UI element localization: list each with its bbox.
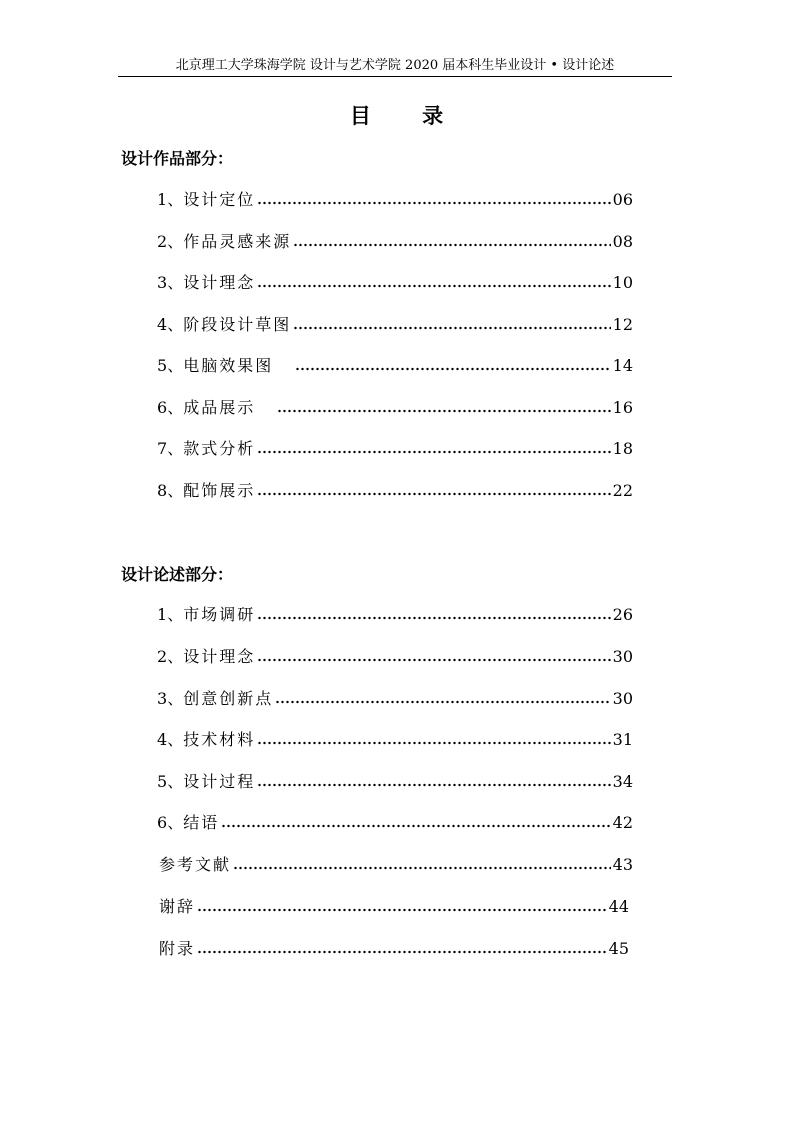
toc-entry-page-number: 18 (612, 439, 633, 458)
toc-entry-acknowledgements[interactable] (159, 894, 629, 920)
toc-entry[interactable] (157, 727, 633, 753)
section-heading-design-works: 设计作品部分： (121, 149, 234, 168)
dot-leader (233, 866, 611, 870)
toc-entry-page-number: 16 (612, 398, 633, 417)
toc-entry[interactable] (157, 810, 633, 836)
dot-leader (293, 326, 610, 330)
page-header (118, 58, 672, 77)
page-header-text: 北京理工大学珠海学院 设计与艺术学院 2020 届本科生毕业设计 • 设计论述 (175, 58, 615, 73)
toc-entry-separator: 、 (167, 730, 184, 749)
toc-entry-number: 5 (157, 356, 168, 375)
toc-entry-number: 1 (157, 190, 168, 209)
toc-entry-number: 5 (157, 772, 168, 791)
toc-entry[interactable] (157, 187, 633, 213)
toc-entry[interactable] (157, 353, 633, 379)
toc-entry[interactable] (157, 686, 633, 712)
dot-leader (293, 243, 610, 247)
toc-entry-label: 设计定位 (183, 190, 256, 209)
toc-entry-page-number: 08 (612, 232, 633, 251)
dot-leader (257, 783, 610, 787)
toc-entry-label: 设计理念 (183, 273, 256, 292)
toc-entry-separator: 、 (167, 772, 184, 791)
toc-entry-page-number: 31 (612, 730, 633, 749)
toc-entry-label: 配饰展示 (183, 481, 256, 500)
toc-entry-separator: 、 (167, 190, 184, 209)
dot-leader (257, 201, 610, 205)
toc-entry-number: 6 (157, 813, 168, 832)
toc-entry[interactable] (157, 436, 633, 462)
toc-entry-number: 7 (157, 439, 168, 458)
dot-leader (257, 284, 610, 288)
toc-entry-page-number: 26 (612, 605, 633, 624)
toc-entry-references[interactable] (159, 852, 633, 878)
toc-entry-separator: 、 (167, 273, 184, 292)
toc-entry-page-number: 43 (612, 855, 633, 874)
toc-entry-label: 阶段设计草图 (183, 315, 292, 334)
toc-entry-separator: 、 (167, 481, 184, 500)
toc-entry-number: 3 (157, 273, 168, 292)
toc-entry-page-number: 34 (612, 772, 633, 791)
toc-entry-label: 技术材料 (183, 730, 256, 749)
toc-entry-page-number: 30 (612, 647, 633, 666)
toc-entry-number: 4 (157, 730, 168, 749)
toc-entry-label: 作品灵感来源 (183, 232, 292, 251)
toc-entry-page-number: 42 (612, 813, 633, 832)
toc-entry-number: 3 (157, 689, 168, 708)
toc-entry-separator: 、 (167, 605, 184, 624)
toc-entry-number: 6 (157, 398, 168, 417)
dot-leader (257, 658, 610, 662)
toc-entry-number: 2 (157, 647, 168, 666)
dot-leader (277, 409, 610, 413)
dot-leader (221, 824, 610, 828)
toc-entry-label: 附录 (159, 939, 196, 958)
toc-entry-label: 成品展示 (183, 398, 256, 417)
toc-entry-label: 电脑效果图 (183, 356, 274, 375)
toc-entry-page-number: 14 (612, 356, 633, 375)
dot-leader (295, 367, 610, 371)
toc-entry[interactable] (157, 395, 633, 421)
toc-entry[interactable] (157, 602, 633, 628)
toc-entry-separator: 、 (167, 813, 184, 832)
dot-leader (257, 616, 610, 620)
dot-leader (275, 700, 610, 704)
toc-entry-number: 1 (157, 605, 168, 624)
toc-entry[interactable] (157, 478, 633, 504)
dot-leader (257, 741, 610, 745)
toc-entry-page-number: 06 (612, 190, 633, 209)
toc-entry-separator: 、 (167, 315, 184, 334)
toc-entry-number: 4 (157, 315, 168, 334)
toc-entry-appendix[interactable] (159, 936, 629, 962)
toc-entry-page-number: 44 (608, 897, 629, 916)
toc-entry-number: 8 (157, 481, 168, 500)
toc-entry-page-number: 22 (612, 481, 633, 500)
toc-entry-label: 创意创新点 (183, 689, 274, 708)
toc-entry-separator: 、 (167, 398, 184, 417)
toc-entry-separator: 、 (167, 232, 184, 251)
toc-entry-label: 谢辞 (159, 897, 196, 916)
toc-entry-page-number: 12 (612, 315, 633, 334)
toc-entry-number: 2 (157, 232, 168, 251)
dot-leader (257, 492, 610, 496)
dot-leader (197, 950, 607, 954)
toc-entry-separator: 、 (167, 647, 184, 666)
toc-entry-separator: 、 (167, 439, 184, 458)
toc-entry-label: 款式分析 (183, 439, 256, 458)
section-heading-design-discussion: 设计论述部分： (121, 565, 234, 584)
toc-entry[interactable] (157, 229, 633, 255)
toc-entry-label: 市场调研 (183, 605, 256, 624)
toc-entry-page-number: 10 (612, 273, 633, 292)
toc-entry[interactable] (157, 270, 633, 296)
toc-entry-label: 参考文献 (159, 855, 232, 874)
toc-entry-page-number: 45 (608, 939, 629, 958)
page-title: 目 录 (349, 104, 466, 128)
toc-entry-page-number: 30 (612, 689, 633, 708)
toc-entry[interactable] (157, 312, 633, 338)
toc-entry[interactable] (157, 769, 633, 795)
dot-leader (197, 908, 607, 912)
toc-entry-separator: 、 (167, 356, 184, 375)
toc-entry-label: 设计理念 (183, 647, 256, 666)
toc-entry-label: 设计过程 (183, 772, 256, 791)
dot-leader (257, 450, 610, 454)
toc-entry-separator: 、 (167, 689, 184, 708)
toc-entry[interactable] (157, 644, 633, 670)
toc-entry-label: 结语 (183, 813, 220, 832)
